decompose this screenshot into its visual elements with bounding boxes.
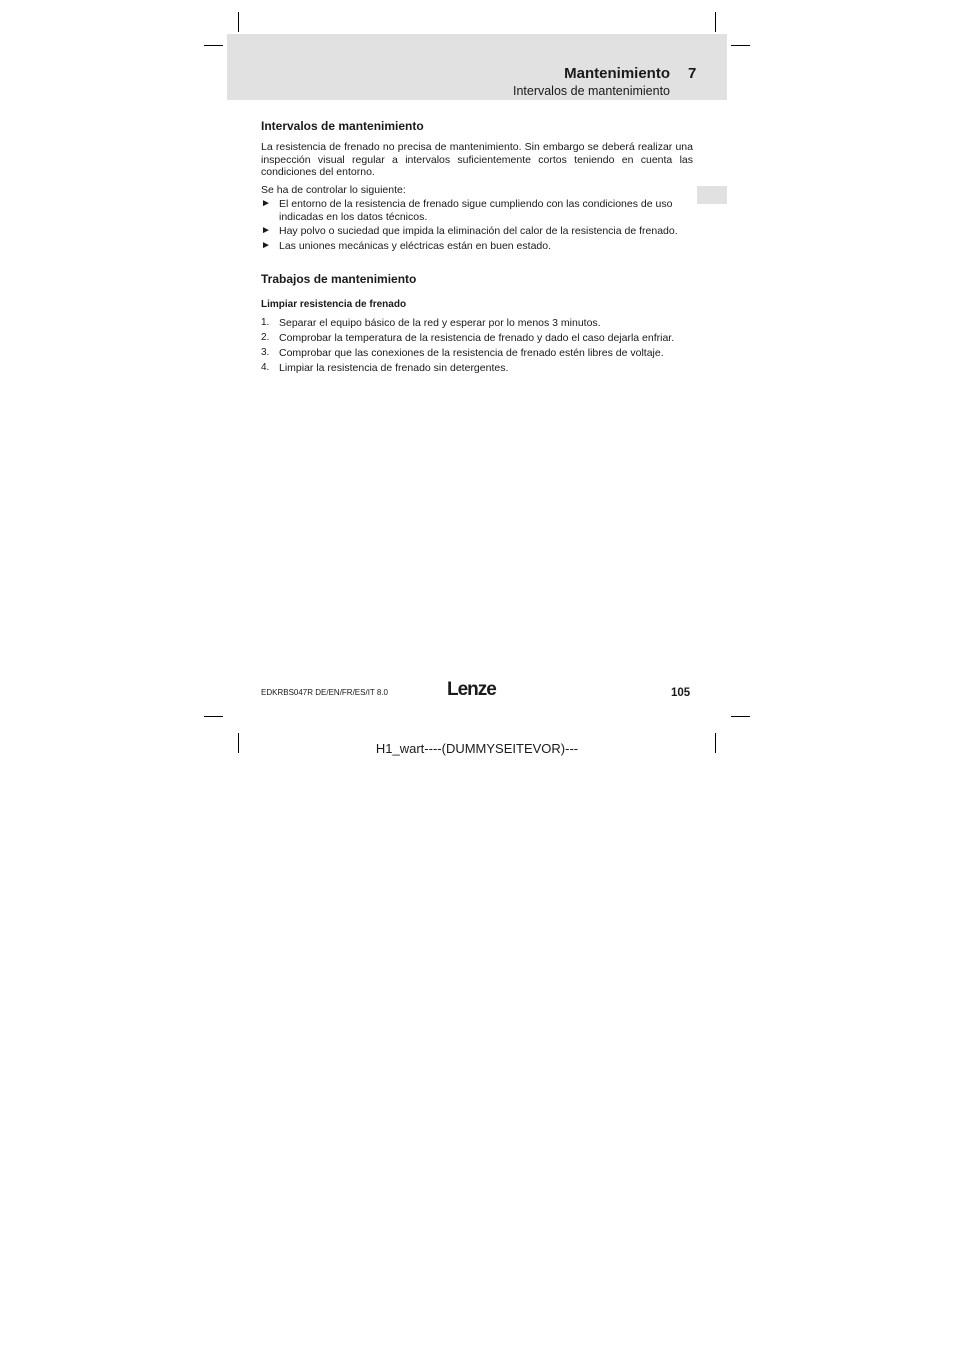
list-item [261, 225, 693, 238]
crop-mark [731, 716, 750, 717]
crop-mark [204, 45, 223, 46]
step-text: Comprobar que las conexiones de la resistencia de frenado estén libres de voltaje. [279, 347, 664, 359]
crop-mark [204, 716, 223, 717]
list-item [261, 332, 693, 345]
list-item-text: Hay polvo o suciedad que impida la eliminación del calor de la resistencia de frenado. [279, 225, 678, 237]
bullet-arrow-icon: ► [261, 198, 271, 209]
lenze-logo: Lenze [447, 679, 496, 700]
bullet-arrow-icon: ► [261, 225, 271, 236]
list-item [261, 317, 693, 330]
chapter-side-tab [697, 186, 727, 204]
chapter-title: Mantenimiento [564, 65, 670, 82]
step-number: 2. [261, 332, 270, 343]
chapter-number: 7 [688, 65, 697, 82]
crop-mark [238, 12, 239, 32]
dummy-page-marker: H1_wart----(DUMMYSEITEVOR)--- [375, 741, 579, 756]
check-intro: Se ha de controlar lo siguiente: [261, 183, 406, 196]
list-item-text: El entorno de la resistencia de frenado sigue cumpliendo con las condiciones de uso indicadas en los datos técnicos. [279, 198, 673, 223]
crop-mark [731, 45, 750, 46]
list-item [261, 347, 693, 360]
list-item [261, 362, 693, 375]
list-item-text: Las uniones mecánicas y eléctricas están en buen estado. [279, 239, 552, 252]
bullet-arrow-icon: ► [261, 239, 271, 251]
intervals-paragraph: La resistencia de frenado no precisa de mantenimiento. Sin embargo se deberá realizar una inspección visual regular a intervalos suficientemente cortos teniendo en cuenta las condiciones del entorno. [261, 141, 693, 178]
step-text: Limpiar la resistencia de frenado sin detergentes. [279, 362, 509, 374]
step-text: Separar el equipo básico de la red y esperar por lo menos 3 minutos. [279, 317, 601, 329]
step-number: 4. [261, 362, 270, 373]
steps-list [261, 317, 693, 375]
list-item [261, 198, 693, 223]
page-number: 105 [671, 687, 691, 699]
step-number: 1. [261, 317, 270, 328]
section-heading-intervals: Intervalos de mantenimiento [261, 119, 424, 133]
step-number: 3. [261, 347, 270, 358]
list-item [261, 240, 693, 253]
page-content [261, 119, 693, 375]
document-code: EDKRBS047R DE/EN/FR/ES/IT 8.0 [261, 688, 389, 697]
step-text: Comprobar la temperatura de la resistencia de frenado y dado el caso dejarla enfriar. [279, 332, 675, 344]
section-heading-work: Trabajos de mantenimiento [261, 272, 417, 286]
crop-mark [715, 12, 716, 32]
check-list [261, 198, 693, 252]
chapter-subtitle: Intervalos de mantenimiento [512, 84, 670, 98]
subheading-clean: Limpiar resistencia de frenado [261, 299, 407, 310]
